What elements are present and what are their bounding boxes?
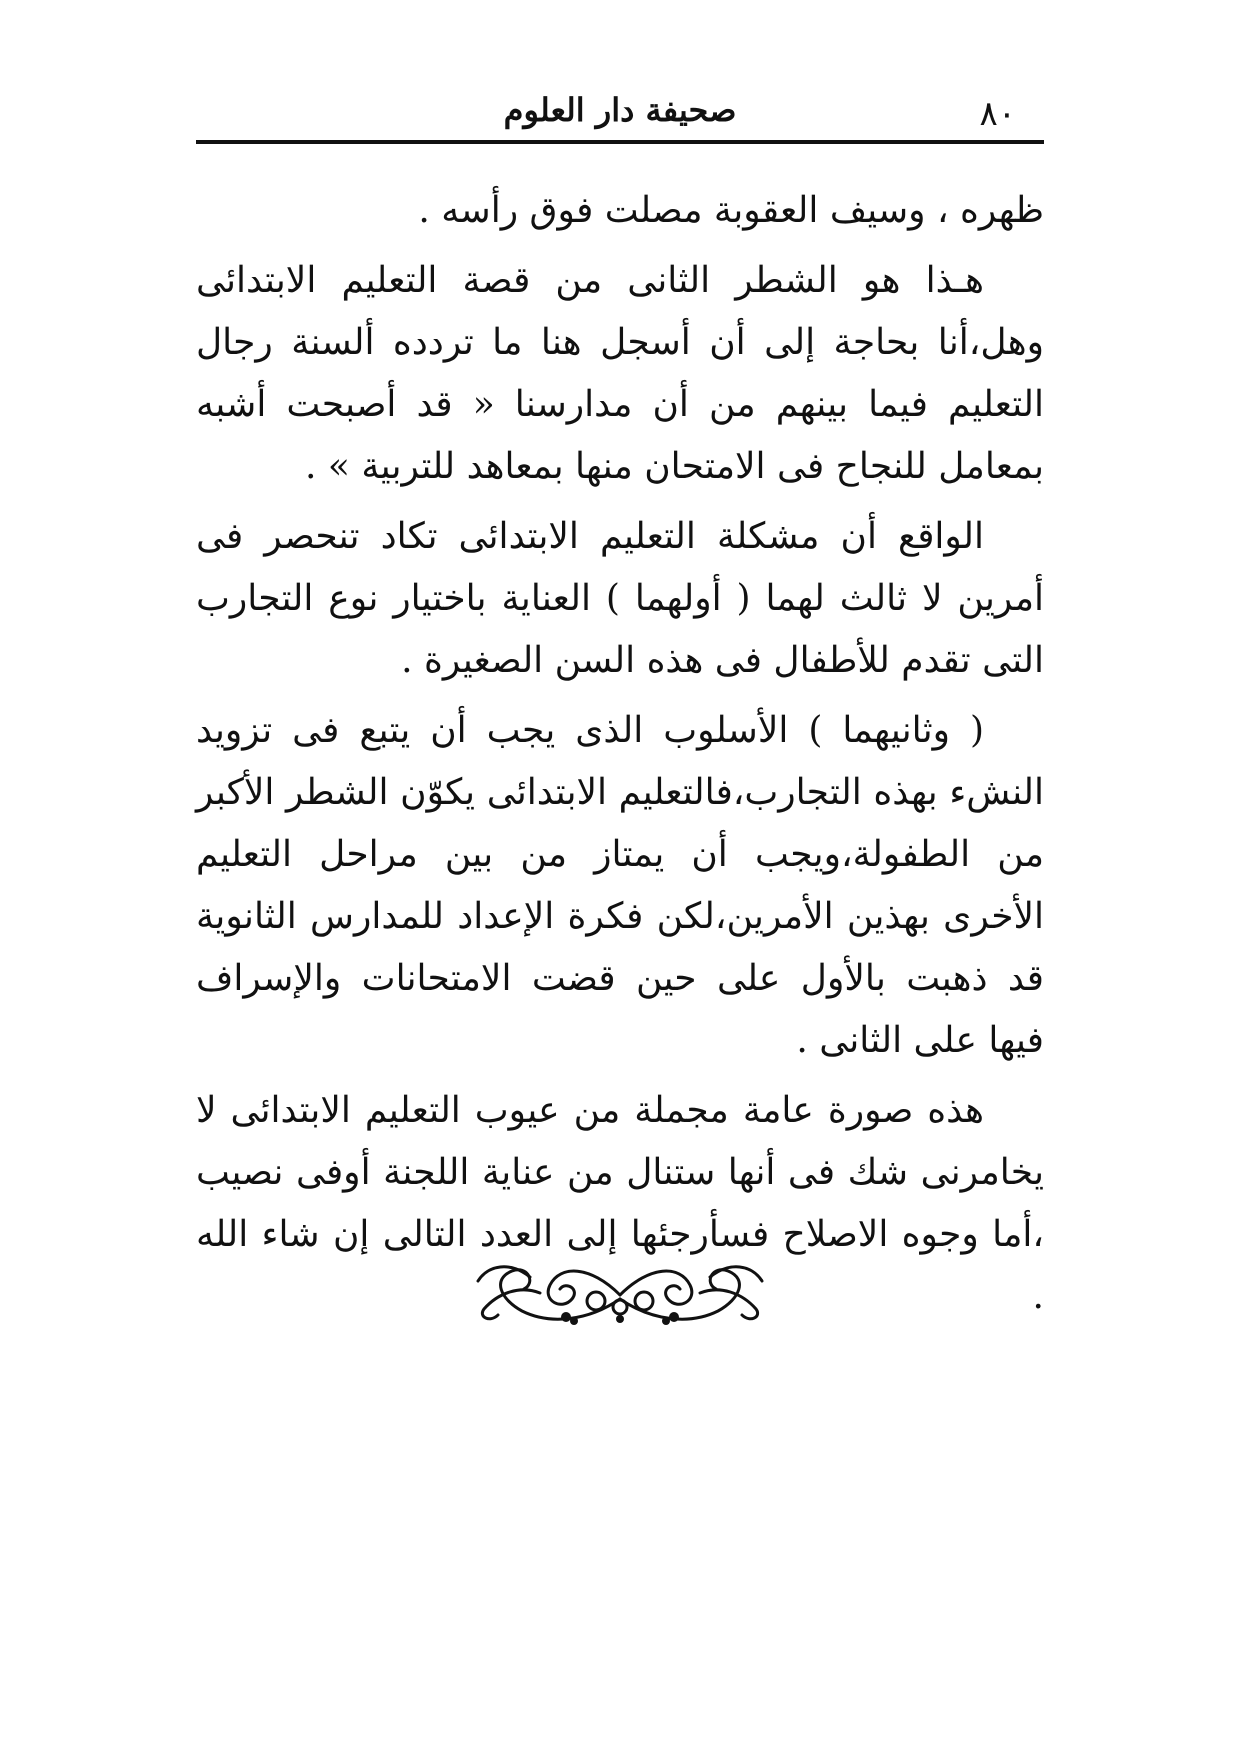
page-number: ٨٠ <box>979 94 1016 134</box>
paragraph-5: هذه صورة عامة مجملة من عيوب التعليم الابتدائى لا يخامرنى شك فى أنها ستنال من عناية اللجنة أوفى نصيب ،أما وجوه الاصلاح فسأرجئها إلى العدد التالى إن شاء الله . <box>196 1090 1044 1317</box>
running-title: صحيفة دار العلوم <box>503 91 737 129</box>
paragraph-4: ( وثانيهما ) الأسلوب الذى يجب أن يتبع فى تزويد النشء بهذه التجارب،فالتعليم الابتدائى يكوّن الشطر الأكبر من الطفولة،ويجب أن يمتاز من بين مراحل التعليم الأخرى بهذين الأمرين،لكن فكرة الإعداد للمدارس الثانوية قد ذهبت بالأول على حين قضت الامتحانات والإسراف فيها على الثانى . <box>196 710 1044 1061</box>
page-header <box>196 84 1044 140</box>
paragraph-1: ظهره ، وسيف العقوبة مصلت فوق رأسه . <box>418 190 1044 231</box>
floral-ornament-icon <box>470 1255 770 1335</box>
paragraph-2: هـذا هو الشطر الثانى من قصة التعليم الابتدائى وهل،أنا بحاجة إلى أن أسجل هنا ما تردده ألسنة رجال التعليم فيما بينهم من أن مدارسنا « قد أصبحت أشبه بمعامل للنجاح فى الامتحان منها بمعاهد للتربية » . <box>196 260 1044 487</box>
paragraph-3: الواقع أن مشكلة التعليم الابتدائى تكاد تنحصر فى أمرين لا ثالث لهما ( أولهما ) العناية باختيار نوع التجارب التى تقدم للأطفال فى هذه السن الصغيرة . <box>196 516 1044 681</box>
body-text <box>196 180 1044 1336</box>
header-rule <box>196 140 1044 144</box>
